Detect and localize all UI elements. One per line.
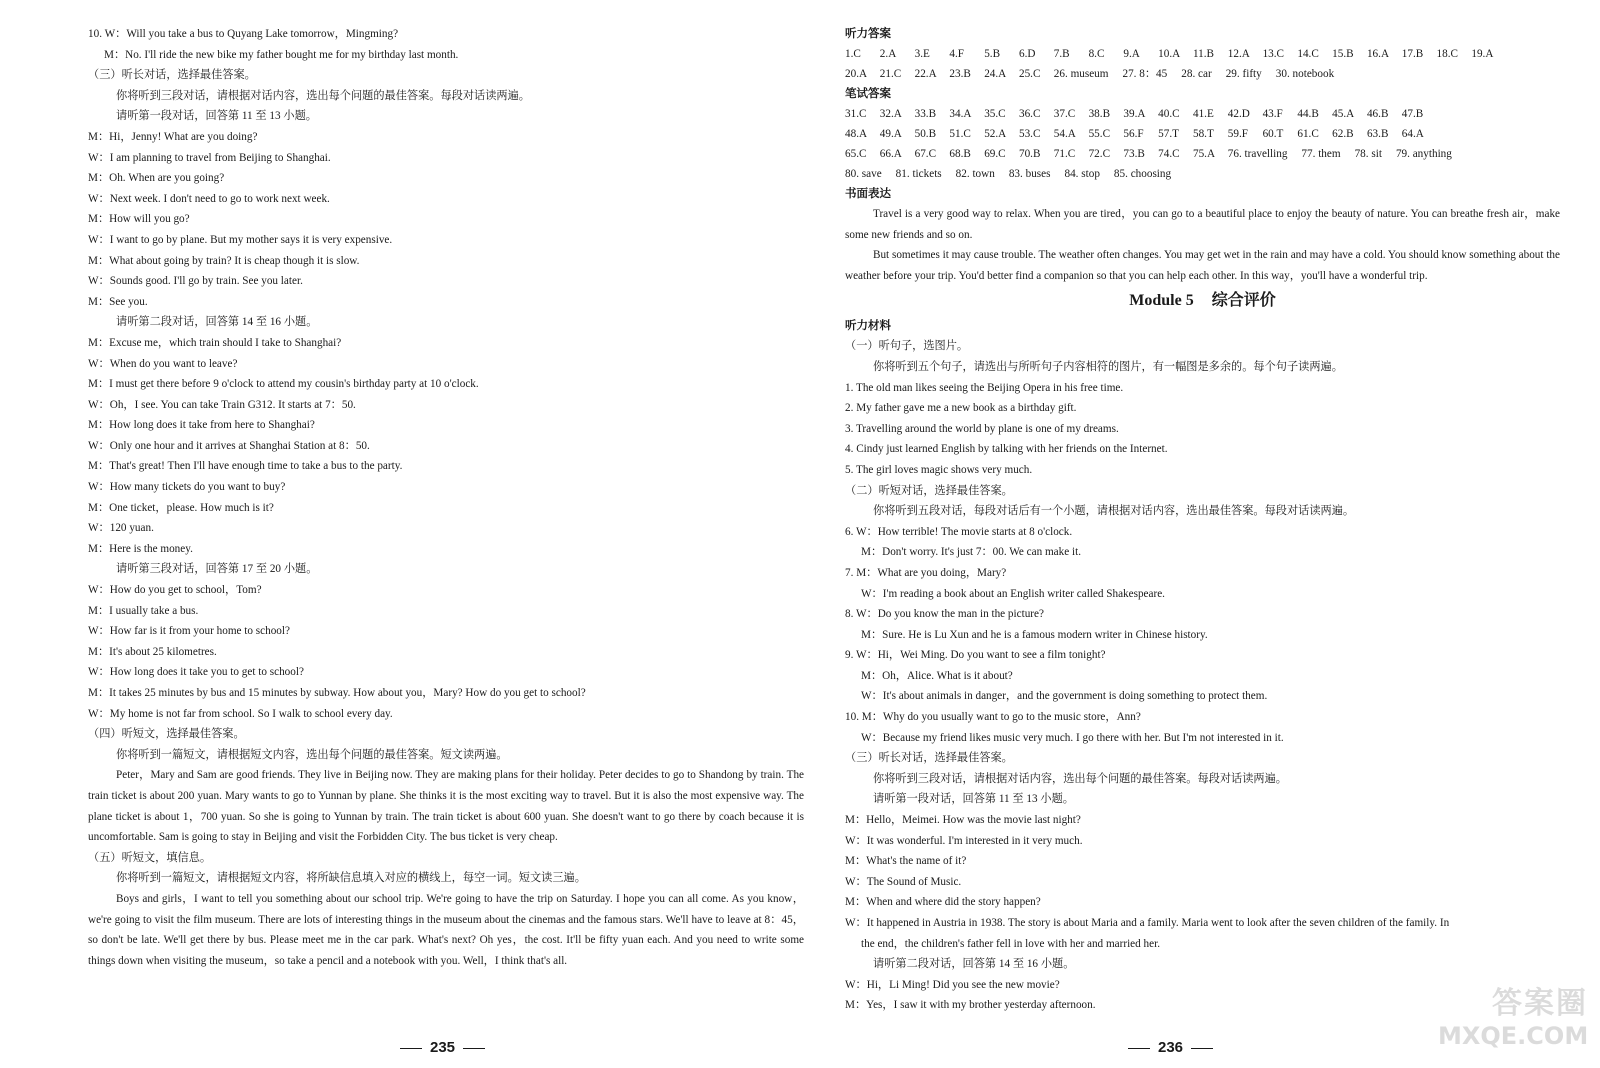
written-answers-row bbox=[845, 104, 1560, 124]
text-line: 你将听到一篇短文，请根据短文内容，选出每个问题的最佳答案。短文读两遍。 bbox=[116, 748, 508, 761]
watermark-logo-bottom: MXQE.COM bbox=[1438, 1022, 1589, 1050]
listening-answers-row bbox=[845, 64, 1560, 84]
answer-item: 73.B bbox=[1123, 148, 1145, 160]
text-line: M：What's the name of it? bbox=[845, 855, 967, 868]
answer-item: 76. travelling bbox=[1227, 148, 1288, 160]
answer-item: 12.A bbox=[1227, 48, 1250, 60]
text-line: （一）听句子，选图片。 bbox=[845, 340, 969, 353]
answer-item: 37.C bbox=[1053, 108, 1076, 120]
text-line: 3. Travelling around the world by plane is one of my dreams. bbox=[845, 422, 1119, 435]
text-line: W：I am planning to travel from Beijing to Shanghai. bbox=[88, 151, 331, 164]
answer-item: 75.A bbox=[1192, 148, 1216, 160]
text-line: M：One ticket，please. How much is it? bbox=[88, 501, 274, 514]
text-line: 6. W：How terrible! The movie starts at 8 o'clock. bbox=[845, 525, 1073, 538]
answer-item: 40.C bbox=[1158, 108, 1180, 120]
left-page-number-text: 235 bbox=[430, 1039, 456, 1056]
text-line: 你将听到五个句子，请选出与所听句子内容相符的图片，有一幅图是多余的。每个句子读两遍。 bbox=[873, 360, 1343, 373]
answer-item: 28. car bbox=[1181, 68, 1212, 80]
left-page-number bbox=[392, 1039, 493, 1056]
answer-item: 49.A bbox=[879, 128, 902, 140]
answer-item: 60.T bbox=[1262, 128, 1284, 140]
text-line: 10. M：Why do you usually want to go to the music store，Ann? bbox=[845, 711, 1141, 724]
answer-item: 57.T bbox=[1158, 128, 1179, 140]
text-line: W：How long does it take you to get to school? bbox=[88, 666, 304, 679]
text-line: 7. M：What are you doing，Mary? bbox=[845, 566, 1007, 579]
listening-answers-row bbox=[845, 44, 1560, 64]
right-page-number-text: 236 bbox=[1158, 1039, 1184, 1056]
answer-item: 30. notebook bbox=[1275, 68, 1335, 80]
answer-item: 39.A bbox=[1123, 108, 1146, 120]
answer-item: 19.A bbox=[1471, 48, 1494, 60]
writing-paragraph-1: Travel is a very good way to relax. When you are tired，you can go to a beautiful place to enjoy the beauty of nature. You can breathe fresh air，make some new friends and so on. bbox=[845, 208, 1560, 241]
text-line: 4. Cindy just learned English by talking with her friends on the Internet. bbox=[845, 443, 1168, 456]
text-line: 请听第三段对话，回答第 17 至 20 小题。 bbox=[116, 563, 318, 576]
text-line: M：Excuse me，which train should I take to Shanghai? bbox=[88, 336, 342, 349]
answer-item: 23.B bbox=[949, 68, 971, 80]
right-page-number bbox=[1120, 1039, 1221, 1056]
answer-item: 42.D bbox=[1227, 108, 1250, 120]
text-line: 5. The girl loves magic shows very much. bbox=[845, 463, 1033, 476]
answer-item: 55.C bbox=[1088, 128, 1111, 140]
text-line: W：I want to go by plane. But my mother says it is very expensive. bbox=[88, 233, 393, 246]
answer-item: 79. anything bbox=[1395, 148, 1452, 160]
answer-item: 2.A bbox=[879, 48, 897, 60]
text-line: W：It was wonderful. I'm interested in it very much. bbox=[845, 834, 1083, 847]
answer-item: 34.A bbox=[949, 108, 972, 120]
answer-item: 43.F bbox=[1262, 108, 1283, 120]
answer-item: 70.B bbox=[1018, 148, 1041, 160]
text-line: M：It takes 25 minutes by bus and 15 minutes by subway. How about you，Mary? How do you get to school? bbox=[88, 687, 586, 699]
answer-item: 50.B bbox=[914, 128, 937, 140]
text-line: 9. W：Hi，Wei Ming. Do you want to see a film tonight? bbox=[845, 649, 1106, 662]
answer-item: 61.C bbox=[1297, 128, 1319, 140]
text-line: 2. My father gave me a new book as a birthday gift. bbox=[845, 402, 1077, 415]
watermark-logo-top: 答案圈 bbox=[1492, 986, 1588, 1021]
text-line: 10. W：Will you take a bus to Quyang Lake tomorrow，Mingming? bbox=[88, 28, 399, 40]
text-line: 请听第一段对话，回答第 11 至 13 小题。 bbox=[116, 110, 317, 123]
answer-item: 33.B bbox=[914, 108, 937, 120]
text-line: W：My home is not far from school. So I walk to school every day. bbox=[88, 707, 393, 720]
answer-item: 68.B bbox=[949, 148, 971, 160]
text-line: M：Yes，I saw it with my brother yesterday afternoon. bbox=[845, 999, 1096, 1012]
text-line: W：Only one hour and it arrives at Shanghai Station at 8：50. bbox=[88, 439, 370, 452]
text-line: 听力材料 bbox=[845, 320, 891, 333]
answer-item: 38.B bbox=[1088, 108, 1111, 120]
text-line: 8. W：Do you know the man in the picture? bbox=[845, 608, 1044, 621]
text-line: M：That's great! Then I'll have enough time to take a bus to the party. bbox=[88, 460, 403, 473]
text-line: M：Oh. When are you going? bbox=[88, 172, 225, 185]
answer-item: 65.C bbox=[845, 148, 867, 160]
left-passage-1: Peter，Mary and Sam are good friends. They live in Beijing now. They are making plans for their holiday. Peter decides to go to Shandong by train. The train ticket is about 200 yuan. Mary wants to go to Yunnan by plane. She thinks it is the most exciting way to travel. But it is also the most expensive way. The plane ticket is about 1，700 yuan. So she is going to Yunnan by train. The train ticket is about 600 yuan. She doesn't want to go there by coach because it is uncomfortable. Sam is going to stay in Beijing and visit the Forbidden City. The bus ticket is very cheap. bbox=[88, 769, 804, 844]
answer-item: 13.C bbox=[1262, 48, 1285, 60]
text-line: W：Sounds good. I'll go by train. See you later. bbox=[88, 275, 303, 288]
answer-item: 24.A bbox=[984, 68, 1007, 80]
answer-item: 35.C bbox=[984, 108, 1006, 120]
answer-item: 32.A bbox=[879, 108, 902, 120]
answer-item: 3.E bbox=[914, 48, 930, 60]
written-answers-row bbox=[845, 124, 1560, 144]
text-line: M：When and where did the story happen? bbox=[845, 896, 1041, 909]
answer-item: 80. save bbox=[845, 168, 882, 180]
answer-item: 21.C bbox=[879, 68, 902, 80]
answer-item: 59.F bbox=[1227, 128, 1248, 140]
answer-item: 52.A bbox=[984, 128, 1007, 140]
text-line: 请听第二段对话，回答第 14 至 16 小题。 bbox=[116, 316, 318, 329]
text-line: W：It happened in Austria in 1938. The story is about Maria and a family. Maria went to look after the seven children of the family. In bbox=[845, 917, 1450, 929]
answer-item: 54.A bbox=[1053, 128, 1076, 140]
listening-answers-heading: 听力答案 bbox=[845, 28, 891, 40]
answer-item: 69.C bbox=[984, 148, 1006, 160]
answer-item: 26. museum bbox=[1053, 68, 1109, 80]
text-line: W：It's about animals in danger，and the government is doing something to protect them. bbox=[861, 690, 1268, 703]
written-answers-row bbox=[845, 164, 1560, 184]
answer-item: 1.C bbox=[845, 48, 861, 60]
text-line: M：Hello，Meimei. How was the movie last night? bbox=[845, 814, 1081, 827]
answer-item: 72.C bbox=[1088, 148, 1111, 160]
text-line: the end，the children's father fell in love with her and married her. bbox=[861, 937, 1160, 950]
module-title-text: Module 5 bbox=[1129, 292, 1194, 310]
answer-item: 51.C bbox=[949, 128, 971, 140]
answer-item: 82. town bbox=[955, 168, 995, 180]
answer-item: 77. them bbox=[1301, 148, 1341, 160]
text-line: M：I usually take a bus. bbox=[88, 604, 199, 617]
written-answers-heading: 笔试答案 bbox=[845, 88, 891, 100]
text-line: W：I'm reading a book about an English writer called Shakespeare. bbox=[861, 587, 1165, 600]
answer-item: 10.A bbox=[1158, 48, 1181, 60]
text-line: 你将听到三段对话，请根据对话内容，选出每个问题的最佳答案。每段对话读两遍。 bbox=[116, 89, 530, 102]
text-line: M：Oh，Alice. What is it about? bbox=[861, 669, 1013, 682]
text-line: W：When do you want to leave? bbox=[88, 357, 238, 370]
answer-item: 25.C bbox=[1018, 68, 1041, 80]
answer-item: 31.C bbox=[845, 108, 867, 120]
text-line: W：The Sound of Music. bbox=[845, 875, 962, 888]
answer-item: 17.B bbox=[1401, 48, 1424, 60]
writing-heading: 书面表达 bbox=[845, 188, 891, 200]
answer-item: 41.E bbox=[1192, 108, 1214, 120]
text-line: W：Next week. I don't need to go to work next week. bbox=[88, 192, 330, 205]
text-line: M：Sure. He is Lu Xun and he is a famous modern writer in Chinese history. bbox=[861, 628, 1208, 641]
answer-item: 85. choosing bbox=[1113, 168, 1172, 180]
answer-item: 5.B bbox=[984, 48, 1001, 60]
text-line: W：Hi，Li Ming! Did you see the new movie? bbox=[845, 978, 1060, 991]
answer-item: 45.A bbox=[1332, 108, 1355, 120]
answer-item: 11.B bbox=[1192, 48, 1214, 60]
text-line: M：It's about 25 kilometres. bbox=[88, 645, 217, 658]
answer-item: 67.C bbox=[914, 148, 937, 160]
text-line: M：Here is the money. bbox=[88, 542, 193, 555]
answer-item: 46.B bbox=[1366, 108, 1389, 120]
answer-item: 4.F bbox=[949, 48, 965, 60]
text-line: 你将听到一篇短文，请根据短文内容，将所缺信息填入对应的横线上，每空一词。短文读三遍。 bbox=[116, 872, 586, 885]
answer-item: 58.T bbox=[1192, 128, 1214, 140]
text-line: （三）听长对话，选择最佳答案。 bbox=[88, 69, 256, 82]
text-line: （二）听短对话，选择最佳答案。 bbox=[845, 484, 1013, 497]
text-line: W：Because my friend likes music very much. I go there with her. But I'm not interested in it. bbox=[861, 731, 1284, 744]
answer-item: 56.F bbox=[1123, 128, 1144, 140]
answer-item: 81. tickets bbox=[895, 168, 942, 180]
text-line: M：How will you go? bbox=[88, 213, 190, 226]
answer-item: 53.C bbox=[1018, 128, 1041, 140]
text-line: W：How do you get to school，Tom? bbox=[88, 584, 262, 597]
text-line: W：How many tickets do you want to buy? bbox=[88, 481, 286, 494]
text-line: W：How far is it from your home to school? bbox=[88, 625, 290, 638]
writing-paragraph-2: But sometimes it may cause trouble. The weather often changes. You may get wet in the rain and may have a cold. You should know something about the weather before your trip. You'd better find a companion so that you can help each other. In this way，you'll have a wonderful trip. bbox=[845, 249, 1560, 282]
answer-item: 48.A bbox=[845, 128, 868, 140]
answer-item: 47.B bbox=[1401, 108, 1424, 120]
left-page bbox=[88, 24, 804, 971]
watermark-logo bbox=[1438, 978, 1588, 1058]
text-line: 你将听到五段对话，每段对话后有一个小题，请根据对话内容，选出最佳答案。每段对话读两遍。 bbox=[873, 505, 1355, 518]
left-dialogue-block-b bbox=[88, 848, 804, 889]
answer-item: 63.B bbox=[1366, 128, 1389, 140]
answer-item: 78. sit bbox=[1354, 148, 1382, 160]
left-dialogue-block-a bbox=[88, 24, 804, 765]
text-line: M：No. I'll ride the new bike my father bought me for my birthday last month. bbox=[104, 48, 459, 61]
right-page bbox=[845, 24, 1560, 1016]
answer-item: 20.A bbox=[845, 68, 868, 80]
left-passage-2: Boys and girls，I want to tell you something about our school trip. We're going to have the trip on Saturday. I hope you can all come. As you know，we're going to visit the film museum. There are lots of interesting things in the museum about the cinemas and the famous stars. We'll have to leave at 8：45，so don't be late. We'll get there by bus. Please meet me in the car park. What's next? Oh yes，the cost. It'll be fifty yuan each. And you need to write some things down when visiting the museum，so take a pencil and a notebook with you. Well，I think that's all. bbox=[88, 892, 804, 967]
answer-item: 27. 8：45 bbox=[1122, 68, 1168, 80]
answer-item: 8.C bbox=[1088, 48, 1105, 60]
text-line: M：What about going by train? It is cheap though it is slow. bbox=[88, 254, 360, 267]
right-listening-material bbox=[845, 316, 1560, 1016]
text-line: 1. The old man likes seeing the Beijing Opera in his free time. bbox=[845, 381, 1124, 394]
answer-item: 29. fifty bbox=[1225, 68, 1262, 80]
answer-item: 9.A bbox=[1123, 48, 1140, 60]
answer-item: 66.A bbox=[879, 148, 902, 160]
answer-item: 36.C bbox=[1018, 108, 1041, 120]
answer-item: 71.C bbox=[1053, 148, 1076, 160]
answer-item: 6.D bbox=[1018, 48, 1036, 60]
answer-item: 62.B bbox=[1332, 128, 1354, 140]
text-line: M：How long does it take from here to Shanghai? bbox=[88, 419, 315, 432]
written-answers-row bbox=[845, 144, 1560, 164]
text-line: （四）听短文，选择最佳答案。 bbox=[88, 728, 245, 741]
text-line: 你将听到三段对话，请根据对话内容，选出每个问题的最佳答案。每段对话读两遍。 bbox=[873, 772, 1287, 785]
answer-item: 16.A bbox=[1366, 48, 1390, 60]
text-line: （三）听长对话，选择最佳答案。 bbox=[845, 752, 1013, 765]
answer-item: 64.A bbox=[1401, 128, 1424, 140]
answer-item: 22.A bbox=[914, 68, 937, 80]
answer-item: 14.C bbox=[1297, 48, 1319, 60]
text-line: （五）听短文，填信息。 bbox=[88, 851, 212, 864]
text-line: M：I must get there before 9 o'clock to attend my cousin's birthday party at 10 o'clock. bbox=[88, 378, 479, 391]
text-line: W：120 yuan. bbox=[88, 522, 154, 535]
answer-item: 74.C bbox=[1158, 148, 1180, 160]
text-line: M：Hi，Jenny! What are you doing? bbox=[88, 130, 258, 143]
module-subtitle-text: 综合评价 bbox=[1211, 292, 1276, 310]
answer-item: 18.C bbox=[1436, 48, 1458, 60]
text-line: M：Don't worry. It's just 7：00. We can make it. bbox=[861, 546, 1082, 559]
text-line: 请听第二段对话，回答第 14 至 16 小题。 bbox=[873, 958, 1075, 971]
module-title bbox=[845, 288, 1560, 314]
text-line: W：Oh，I see. You can take Train G312. It starts at 7：50. bbox=[88, 398, 356, 411]
answer-item: 44.B bbox=[1297, 108, 1319, 120]
answer-item: 84. stop bbox=[1064, 168, 1100, 180]
answer-item: 15.B bbox=[1332, 48, 1354, 60]
text-line: M：See you. bbox=[88, 295, 148, 308]
answer-item: 83. buses bbox=[1008, 168, 1051, 180]
text-line: 请听第一段对话，回答第 11 至 13 小题。 bbox=[873, 793, 1074, 806]
answer-item: 7.B bbox=[1053, 48, 1070, 60]
